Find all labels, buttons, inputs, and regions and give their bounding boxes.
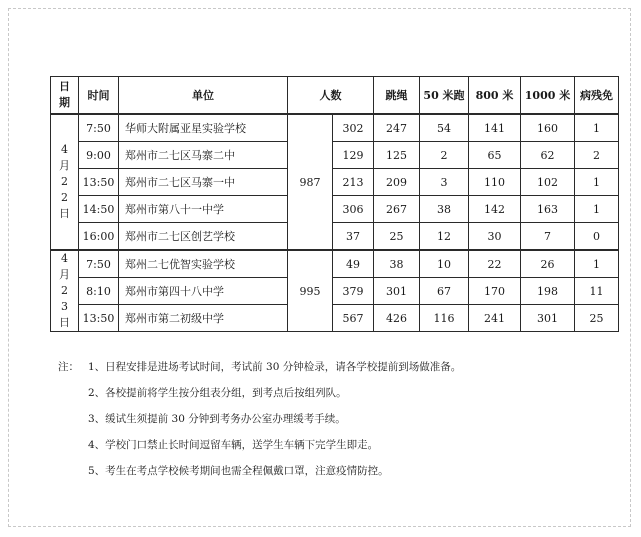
note-item	[58, 386, 461, 412]
time-cell: 7:50	[79, 250, 119, 278]
table-row	[51, 305, 619, 332]
run1000-cell: 163	[521, 196, 575, 223]
table-row	[51, 250, 619, 278]
run800-cell: 30	[469, 223, 521, 251]
exempt-cell: 1	[575, 250, 619, 278]
schedule-table	[50, 76, 619, 332]
time-cell: 9:00	[79, 142, 119, 169]
run50-cell: 3	[420, 169, 469, 196]
people-cell: 213	[333, 169, 374, 196]
date-cell: 4月22日	[51, 114, 79, 250]
time-cell: 7:50	[79, 114, 119, 142]
rope-cell: 125	[374, 142, 420, 169]
run50-cell: 10	[420, 250, 469, 278]
header-time: 时间	[79, 77, 119, 115]
people-cell: 302	[333, 114, 374, 142]
unit-cell: 郑州市第四十八中学	[119, 278, 288, 305]
run1000-cell: 198	[521, 278, 575, 305]
header-unit: 单位	[119, 77, 288, 115]
run50-cell: 116	[420, 305, 469, 332]
note-item	[58, 464, 461, 490]
time-cell: 13:50	[79, 305, 119, 332]
unit-cell: 郑州市第八十一中学	[119, 196, 288, 223]
unit-cell: 郑州二七优智实验学校	[119, 250, 288, 278]
unit-cell: 郑州市二七区马寨二中	[119, 142, 288, 169]
note-text: 1、日程安排是进场考试时间，考试前 30 分钟检录，请各学校提前到场做准备。	[88, 361, 462, 373]
unit-cell: 郑州市二七区创艺学校	[119, 223, 288, 251]
header-exempt: 病残免	[575, 77, 619, 115]
exempt-cell: 1	[575, 169, 619, 196]
people-cell: 306	[333, 196, 374, 223]
run50-cell: 2	[420, 142, 469, 169]
time-cell: 8:10	[79, 278, 119, 305]
header-row	[51, 77, 619, 115]
note-item	[58, 412, 461, 438]
header-date: 日期	[51, 77, 79, 115]
run1000-cell: 26	[521, 250, 575, 278]
run50-cell: 67	[420, 278, 469, 305]
table-row	[51, 169, 619, 196]
rope-cell: 38	[374, 250, 420, 278]
header-run50: 50 米跑	[420, 77, 469, 115]
day-total-cell: 995	[288, 250, 333, 332]
time-cell: 16:00	[79, 223, 119, 251]
run800-cell: 142	[469, 196, 521, 223]
run800-cell: 65	[469, 142, 521, 169]
rope-cell: 267	[374, 196, 420, 223]
run50-cell: 38	[420, 196, 469, 223]
run800-cell: 170	[469, 278, 521, 305]
exempt-cell: 25	[575, 305, 619, 332]
table-row	[51, 114, 619, 142]
table-row	[51, 223, 619, 251]
unit-cell: 郑州市第二初级中学	[119, 305, 288, 332]
people-cell: 129	[333, 142, 374, 169]
table-row	[51, 196, 619, 223]
run800-cell: 110	[469, 169, 521, 196]
exempt-cell: 1	[575, 196, 619, 223]
time-cell: 13:50	[79, 169, 119, 196]
date-cell: 4月23日	[51, 250, 79, 332]
note-text: 4、学校门口禁止长时间逗留车辆，送学生车辆下完学生即走。	[88, 439, 379, 451]
rope-cell: 247	[374, 114, 420, 142]
note-text: 5、考生在考点学校候考期间也需全程佩戴口罩，注意疫情防控。	[88, 465, 389, 477]
unit-cell: 郑州市二七区马寨一中	[119, 169, 288, 196]
run800-cell: 141	[469, 114, 521, 142]
table-row	[51, 142, 619, 169]
time-cell: 14:50	[79, 196, 119, 223]
notes-section	[58, 360, 461, 490]
run800-cell: 241	[469, 305, 521, 332]
people-cell: 49	[333, 250, 374, 278]
note-text: 2、各校提前将学生按分组表分组，到考点后按组列队。	[88, 387, 347, 399]
rope-cell: 426	[374, 305, 420, 332]
people-cell: 379	[333, 278, 374, 305]
day-total-cell: 987	[288, 114, 333, 250]
exempt-cell: 0	[575, 223, 619, 251]
run50-cell: 54	[420, 114, 469, 142]
header-rope: 跳绳	[374, 77, 420, 115]
run1000-cell: 301	[521, 305, 575, 332]
rope-cell: 25	[374, 223, 420, 251]
table-row	[51, 278, 619, 305]
rope-cell: 301	[374, 278, 420, 305]
run1000-cell: 160	[521, 114, 575, 142]
notes-prefix: 注：	[58, 361, 79, 373]
run1000-cell: 7	[521, 223, 575, 251]
exempt-cell: 11	[575, 278, 619, 305]
header-run800: 800 米	[469, 77, 521, 115]
run1000-cell: 102	[521, 169, 575, 196]
exempt-cell: 1	[575, 114, 619, 142]
unit-cell: 华师大附属亚星实验学校	[119, 114, 288, 142]
run50-cell: 12	[420, 223, 469, 251]
people-cell: 37	[333, 223, 374, 251]
rope-cell: 209	[374, 169, 420, 196]
note-text: 3、缓试生须提前 30 分钟到考务办公室办理缓考手续。	[88, 413, 346, 425]
run1000-cell: 62	[521, 142, 575, 169]
header-people: 人数	[288, 77, 374, 115]
run800-cell: 22	[469, 250, 521, 278]
exempt-cell: 2	[575, 142, 619, 169]
note-item	[58, 438, 461, 464]
header-run1000: 1000 米	[521, 77, 575, 115]
note-item	[58, 360, 461, 386]
people-cell: 567	[333, 305, 374, 332]
